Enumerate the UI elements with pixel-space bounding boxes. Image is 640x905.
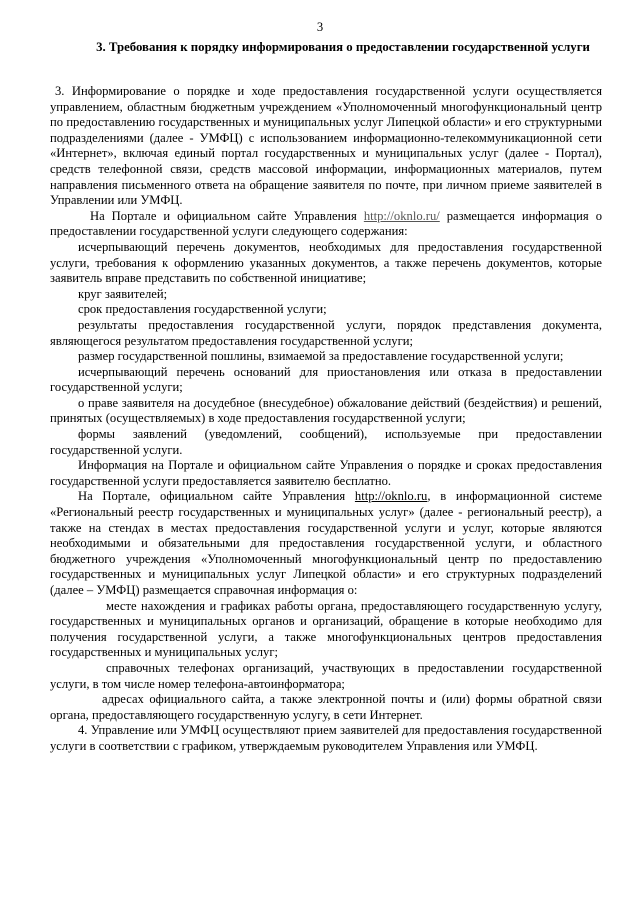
paragraph-text: круг заявителей; [78,286,168,301]
paragraph [50,489,602,598]
paragraph-text: размещается информация о предоставлении государственной услуги следующего содержания: [50,208,602,239]
paragraph-text: справочных телефонах организаций, участвующих в предоставлении государственной услуги, в том числе номер телефона-автоинформатора; [50,660,602,691]
paragraph-text: исчерпывающий перечень документов, необходимых для предоставления государственной услуги, требования к оформлению указанных документов, а также перечень документов, которые заявитель вправе представить по собственной инициативе; [50,239,602,286]
paragraph [50,723,602,754]
paragraph [50,349,602,365]
paragraph-text: о праве заявителя на досудебное (внесудебное) обжалование действий (бездействия) и решений, принятых (осуществляемых) в ходе предоставления государственной услуги; [50,395,602,426]
paragraph-text: размер государственной пошлины, взимаемой за предоставление государственной услуги; [78,349,564,364]
paragraph-text: На Портале и официальном сайте Управления [90,208,364,223]
paragraph [50,396,602,427]
paragraph [50,427,602,458]
paragraph-text: формы заявлений (уведомлений, сообщений), используемые при предоставлении государственной услуги. [50,427,602,457]
paragraph [50,287,602,303]
website-link[interactable]: http://oknlo.ru [354,489,428,504]
paragraph-text: месте нахождения и графиках работы органа, предоставляющего государственную услугу, государственных и муниципальных органов и организаций, обращение в которые необходимо для получения государственной услуги, а также многофункциональных центров предоставления государственных и муниципальных услуг; [50,598,602,660]
paragraph [50,365,602,396]
paragraph [50,661,602,692]
paragraph-text: Информация на Портале и официальном сайте Управления о порядке и сроках предоставления государственной услуги предоставляется заявителю бесплатно. [50,458,602,488]
paragraph-text: На Портале, официальном сайте Управления [78,489,355,504]
paragraph-text: , в информационной системе «Региональный реестр государственных и муниципальных услуг» (далее - региональный реестр), а также на стендах в местах предоставления государственной услуги и услуг, которые являются необходимыми и обязательными для предоставления государственной услуги, и областного бюджетного учреждения «Уполномоченный многофункциональный центр по предоставлению государственных и муниципальных услуг Липецкой области» и его структурных подразделений (далее – УМФЦ) размещается справочная информация о: [50,489,602,597]
paragraph [50,692,602,723]
paragraph-text: 3. Информирование о порядке и ходе предоставления государственной услуги осуществляется управлением, областным бюджетным учреждением «Уполномоченный многофункциональный центр по предоставлению государственных и муниципальных услуг Липецкой области» и его структурными подразделениями (далее - УМФЦ) с использованием информационно-телекоммуникационной сети «Интернет», включая единый портал государственных и муниципальных услуг (далее - Портал), средств телефонной связи, средств массовой информации, информационных материалов, путем направления письменного ответа на обращение заявителя по почте, при личном приеме заявителей в Управлении или УМФЦ. [50,84,602,208]
paragraph-text: срок предоставления государственной услуги; [78,302,327,317]
section-title: 3. Требования к порядку информирования о предоставлении государственной услуги [96,40,590,54]
paragraph [50,318,602,349]
paragraph [50,84,602,209]
paragraph-text: адресах официального сайта, а также электронной почты и (или) формы обратной связи органа, предоставляющего государственную услугу, в сети Интернет. [50,692,602,722]
paragraph-text: результаты предоставления государственной услуги, порядок представления документа, являющегося результатом предоставления государственной услуги; [50,317,602,348]
page-number: 3 [316,20,324,34]
paragraph [50,240,602,287]
document-body [50,84,602,755]
paragraph [50,599,602,661]
paragraph [50,302,602,318]
paragraph [50,458,602,489]
paragraph-text: 4. Управление или УМФЦ осуществляют прием заявителей для предоставления государственной услуги в соответствии с графиком, утверждаемым руководителем Управления или УМФЦ. [50,723,602,753]
paragraph [50,209,602,240]
website-link[interactable]: http://oknlo.ru/ [363,208,440,223]
paragraph-text: исчерпывающий перечень оснований для приостановления или отказа в предоставлении государственной услуги; [50,364,602,395]
